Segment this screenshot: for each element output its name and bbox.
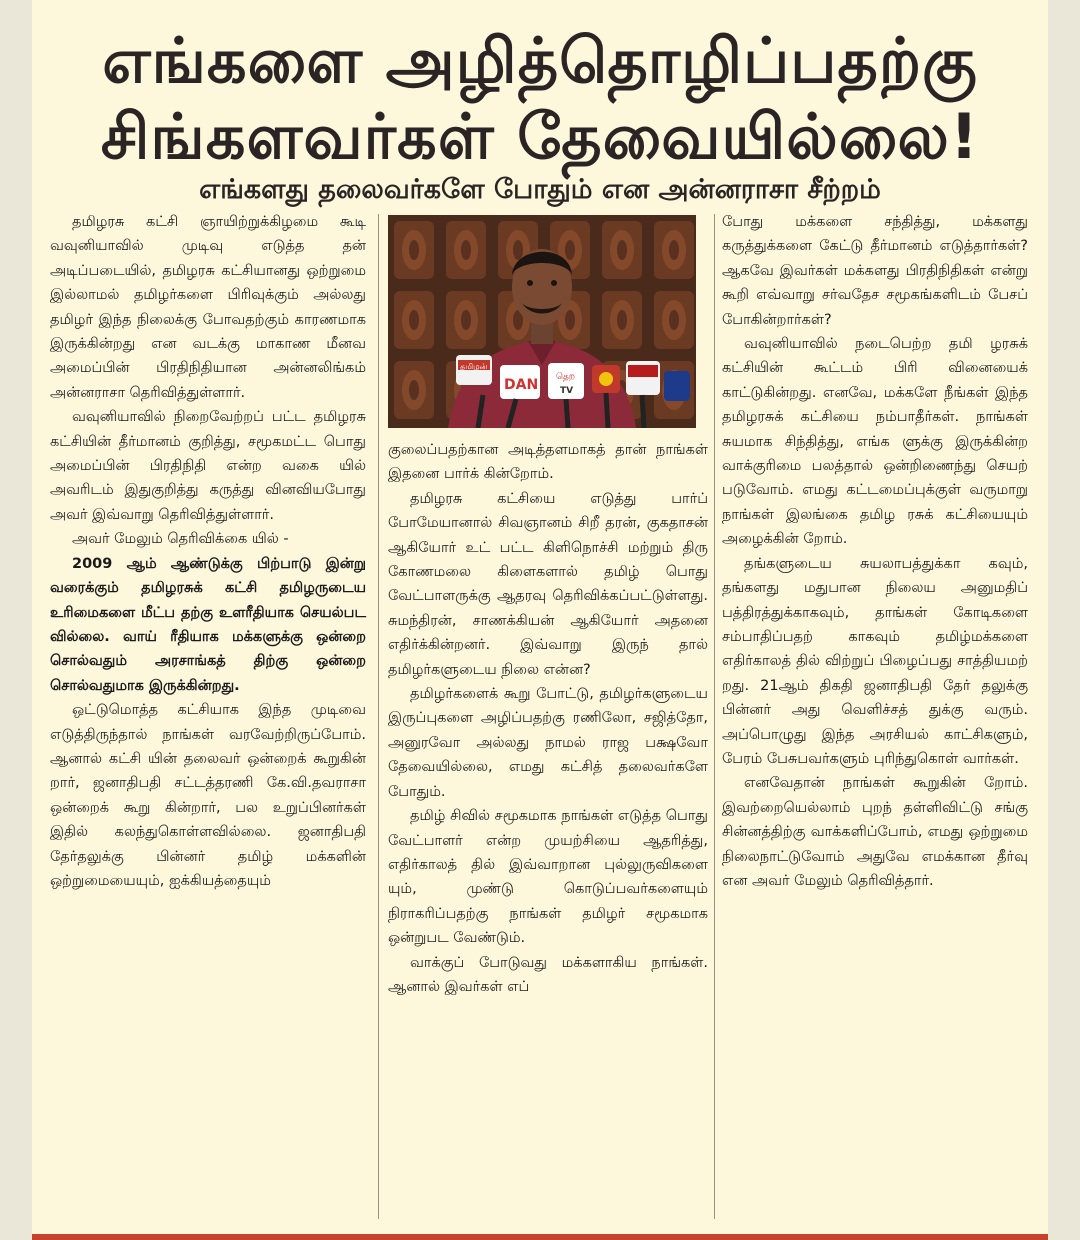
paragraph: அவர் மேலும் தெரிவிக்கை யில் - [72,531,289,548]
article-column-2 [388,438,708,999]
mic-label: DAN [504,377,539,393]
mic-label: TV [560,386,574,396]
headline-line-2: சிங்களவர்கள் தேவையில்லை! [100,100,980,173]
bottom-color-bar [32,1234,1048,1240]
newspaper-page [32,0,1048,1240]
column-divider-1 [378,214,379,1219]
speaker-photo [388,215,696,428]
headline-line-1: எங்களை அழித்தொழிப்பதற்கு [102,24,978,97]
mic-label: தெற [556,372,575,382]
photo-illustration [388,215,696,428]
article-column-1 [50,210,366,893]
paragraph: தங்களுடைய சுயலாபத்துக்கா கவும், தங்களது மதுபான நிலைய அனுமதிப் பத்திரத்துக்காகவும், தாங்கள் கோடிகளை சம்பாதிப்பதற் காகவும் தமிழ்மக்களை எதிர்காலத் தில் விற்றுப் பிழைப்பது சாத்தியமற் றது. 21ஆம் திகதி ஜனாதிபதி தேர் தலுக்கு பின்னர் அது வெளிச்சத் துக்கு வரும். அப்பொழுது இந்த அரசியல் காட்சிகளும், பேரம் பேசுபவர்களும் புரிந்துகொள் வார்கள். [722,555,1028,767]
paragraph: 2009 ஆம் ஆண்டுக்கு பிற்பாடு இன்று வரைக்கும் தமிழரசுக் கட்சி தமிழருடைய உரிமைகளை மீட்ப தற்கு உளரீதியாக செயல்பட வில்லை. வாய் ரீதியாக மக்களுக்கு ஒன்றை சொல்வதும் அரசாங்கத் திற்கு ஒன்றை சொல்வதுமாக இருக்கின்றது. [50,555,366,694]
paragraph: தமிழர்களைக் கூறு போட்டு, தமிழர்களுடைய இருப்புகளை அழிப்பதற்கு ரணிலோ, சஜித்தோ, அனுரவோ அல்லது நாமல் ராஜ பக்ஷவோ தேவையில்லை, எமது கட்சித் தலைவர்களே போதும். [388,686,708,800]
paragraph: தமிழ் சிவில் சமூகமாக நாங்கள் எடுத்த பொது வேட்பாளர் என்ற முயற்சியை ஆதரித்து, எதிர்காலத் தில் இவ்வாறான புல்லுருவிகளை யும், முண்டு கொடுப்பவர்களையும் நிராகரிப்பதற்கு நாங்கள் தமிழர் சமூகமாக ஒன்றுபட வேண்டும். [388,808,708,947]
paragraph: போது மக்களை சந்தித்து, மக்களது கருத்துக்களை கேட்டு தீர்மானம் எடுத்தார்கள்? ஆகவே இவர்கள் மக்களது பிரதிநிதிகள் என்று கூறி எவ்வாறு சர்வதேச சமூகங்களிடம் பேசப் போகின்றார்கள்? [722,214,1028,328]
article-column-3 [722,210,1028,893]
paragraph: தமிழரசு கட்சியை எடுத்து பார்ப் போமேயானால் சிவஞானம் சிறீ தரன், குகதாசன் ஆகியோர் உட் பட்ட கிளிநொச்சி மற்றும் திரு கோணமலை கிளைகளால் தமிழ் பொது வேட்பாளருக்கு ஆதரவு தெரிவிக்கப்பட்டுள்ளது. சுமந்திரன், சாணக்கியன் ஆகியோர் அதனை எதிர்க்கின்றனர். இவ்வாறு இருந் தால் தமிழர்களுடைய நிலை என்ன? [388,490,708,678]
right-margin [1048,0,1080,1240]
paragraph: வாக்குப் போடுவது மக்களாகிய நாங்கள். ஆனால் இவர்கள் எப் [388,954,708,995]
column-divider-2 [714,214,715,1219]
subheadline: எங்களது தலைவர்களே போதும் என அன்னராசா சீற்றம் [199,174,881,205]
paragraph: தமிழரசு கட்சி ஞாயிற்றுக்கிழமை கூடி வவுனியாவில் முடிவு எடுத்த தன் அடிப்படையில், தமிழரசு கட்சியானது ஒற்றுமை இல்லாமல் தமிழர்களை பிரிவுக்கும் அல்லது தமிழர் இந்த நிலைக்கு போவதற்கும் காரணமாக இருக்கின்றது என வடக்கு மாகாண மீனவ அமைப்பின் பிரதிநிதியான அன்னலிங்கம் அன்னராசா தெரிவித்துள்ளார். [50,214,366,401]
paragraph: குலைப்பதற்கான அடித்தளமாகத் தான் நாங்கள் இதனை பார்க் கின்றோம். [388,442,708,483]
mic-label: தமிழன் [460,362,488,371]
paragraph: ஒட்டுமொத்த கட்சியாக இந்த முடிவை எடுத்திருந்தால் நாங்கள் வரவேற்றிருப்போம். ஆனால் கட்சி யின் தலைவர் ஒன்றைக் கூறுகின் றார், ஜனாதிபதி சட்டத்தரணி கே.வி.தவராசா ஒன்றைக் கூறு கின்றார், பல உறுப்பினர்கள் இதில் கலந்துகொள்ளவில்லை. ஜனாதிபதி தேர்தலுக்கு பின்னர் தமிழ் மக்களின் ஒற்றுமையையும், ஐக்கியத்தையும் [50,702,366,889]
paragraph: எனவேதான் நாங்கள் கூறுகின் றோம். இவற்றையெல்லாம் புறந் தள்ளிவிட்டு சங்கு சின்னத்திற்கு வாக்களிப்போம், எமது ஒற்றுமை நிலைநாட்டுவோம் அதுவே எமக்கான தீர்வு என அவர் மேலும் தெரிவித்தார். [722,775,1028,889]
left-margin [0,0,32,1240]
paragraph: வவுனியாவில் நிறைவேற்றப் பட்ட தமிழரசு கட்சியின் தீர்மானம் குறித்து, சமூகமட்ட பொது அமைப்பின் பிரதிநிதி என்ற வகை யில் அவரிடம் இதுகுறித்து கருத்து வினவியபோது அவர் இவ்வாறு தெரிவித்துள்ளார். [50,409,366,523]
paragraph: வவுனியாவில் நடைபெற்ற தமி ழரசுக் கட்சியின் கூட்டம் பிரி வினையைக் காட்டுகின்றது. எனவே, மக்களே நீங்கள் இந்த தமிழரசுக் கட்சியை நம்பாதீர்கள். நாங்கள் சுயமாக சிந்தித்து, எங்க ளுக்கு இருக்கின்ற வாக்குரிமை பலத்தால் ஒன்றிணைந்து செயற் படுவோம். எமது கட்டமைப்புக்குள் வருமாறு நாங்கள் இலங்கை தமிழ ரசுக் கட்சியையும் அழைக்கின் றோம். [722,336,1028,548]
